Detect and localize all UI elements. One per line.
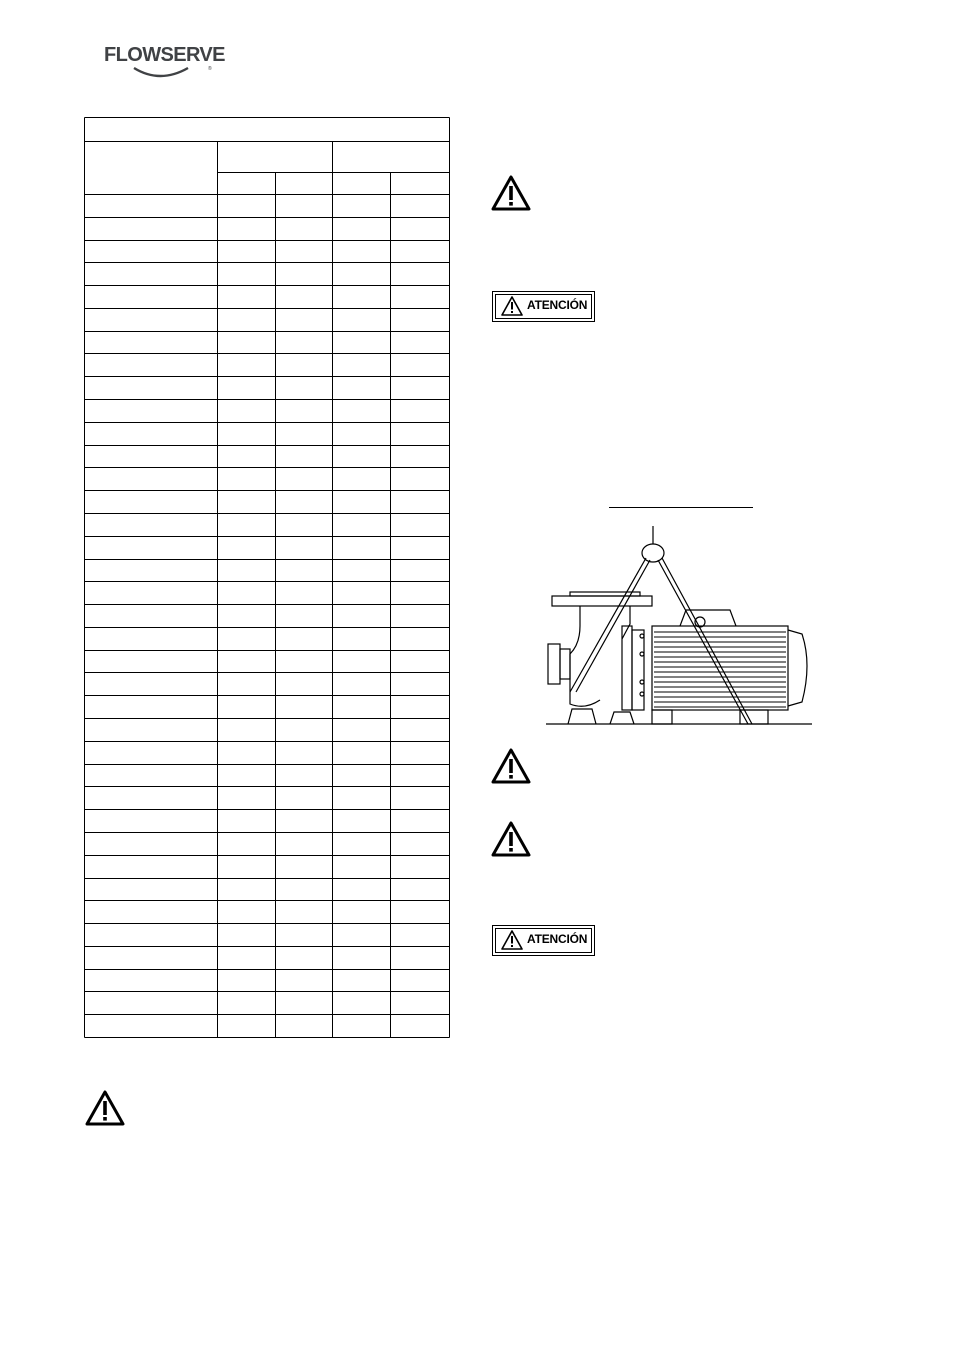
warning-icon [501,296,523,316]
warning-icon [491,175,531,211]
warning-icon [501,930,523,950]
atencion-label [492,925,595,956]
logo-registered-mark: ® [208,66,212,72]
flowserve-logo [104,38,225,84]
atencion-text: ATENCIÓN [527,932,588,946]
table-grid [84,117,450,1039]
atencion-text: ATENCIÓN [527,298,588,312]
warning-icon [491,821,531,857]
data-table [84,117,449,1038]
figure-caption-rule [609,507,753,508]
atencion-label [492,291,595,322]
flowserve-swoosh-icon [104,38,218,84]
warning-icon [85,1090,125,1126]
pump-motor-lifting-sling-illustration [540,524,820,732]
warning-icon [491,748,531,784]
logo-text: FLOWSERVE [104,44,225,66]
